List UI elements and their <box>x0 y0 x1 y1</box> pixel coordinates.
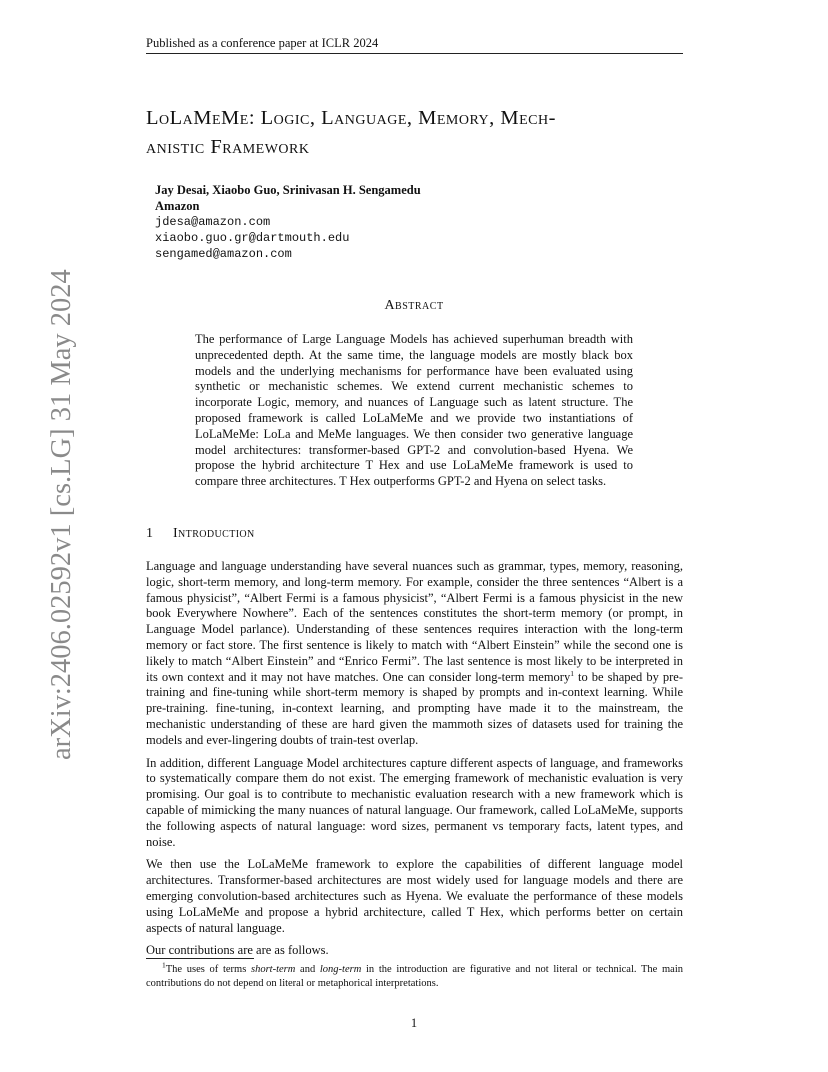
section-title: Introduction <box>173 526 255 541</box>
intro-paragraph-3: We then use the LoLaMeMe framework to explore the capabilities of different language model architectures. Transformer-based architectures are most widely used for language models and there are emerging convolution-based architectures such as Hyena. We evaluate the performance of these models using LoLaMeMe and propose a hybrid architecture, called T Hex, which performs better on certain aspects of natural language. <box>146 857 683 935</box>
header-rule <box>146 53 683 54</box>
page-number: 1 <box>410 1016 418 1030</box>
introduction-body <box>146 559 683 966</box>
intro-paragraph-2: In addition, different Language Model architectures capture different aspects of language, and frameworks to systematically compare them do not exist. The emerging framework of mechanistic evaluation is very promising. Our goal is to contribute to mechanistic evaluation research with a new framework which is capable of mimicking the many nuances of natural language. Our framework, called LoLaMeMe, supports the following aspects of natural language: word sizes, permanent vs temporary facts, latent types, and noise. <box>146 755 683 849</box>
title-line-1: LoLaMeMe: Logic, Language, Memory, Mech- <box>146 107 556 129</box>
footnote-text: in the introduction are figurative and not literal or technical. The main contributions do not depend on literal or metaphorical interpretations. <box>146 964 683 989</box>
footnote-text: and <box>295 964 320 975</box>
footnote-marker[interactable]: 1 <box>570 668 574 678</box>
paragraph-text: to be shaped by pre-training and fine-tuning while short-term memory is shaped by prompts and in-context learning. While pre-training. fine-tuning, in-context learning, and prompting have made it to the mainstream, the mechanistic understanding of these are hard given the mammoth sizes of datasets used for training the models and ever-lingering doubts of train-test overlap. <box>146 669 683 747</box>
footnote <box>146 960 683 990</box>
abstract-heading: Abstract <box>384 298 444 313</box>
author-names: Jay Desai, Xiaobo Guo, Srinivasan H. Sengamedu <box>155 183 421 197</box>
title-line-2: anistic Framework <box>146 136 310 158</box>
author-email[interactable]: xiaobo.guo.gr@dartmouth.edu <box>155 231 350 245</box>
section-number: 1 <box>146 526 154 541</box>
author-affiliation: Amazon <box>155 199 200 213</box>
paper-title <box>146 104 691 162</box>
abstract-text: The performance of Large Language Models has achieved superhuman breadth with unprecedented depth. At the same time, the language models are mostly black box models and the underlying mechanisms for performance have been evaluated using synthetic or mechanistic schemes. We extend current mechanistic schemes to incorporate Logic, memory, and nuances of Language such as latent structure. The proposed framework is called LoLaMeMe and we provide two instantiations of LoLaMeMe: LoLa and MeMe languages. We then consider two generative language model architectures: transformer-based GPT-2 and convolution-based Hyena. We propose the hybrid architecture T Hex and use LoLaMeMe framework is used to compare three architectures. T Hex outperforms GPT-2 and Hyena on select tasks. <box>195 332 633 489</box>
footnote-emphasis: long-term <box>319 964 362 975</box>
running-header: Published as a conference paper at ICLR 2024 <box>146 36 379 50</box>
intro-paragraph-4: Our contributions are are as follows. <box>146 943 329 958</box>
paragraph-text: Language and language understanding have several nuances such as grammar, types, memory, reasoning, logic, short-term memory, and long-term memory. For example, consider the three sentences “Albert is a famous physicist”, “Albert Fermi is a famous physicist”, “Albert Fermi is a famous physicist in the new book Everywhere Nowhere”. Each of the sentences constitutes the short-term memory (or prompt, in Language Model parlance). Understanding of these sentences requires interaction with the long-term memory or fact store. The first sentence is likely to match with “Albert Einstein” while the second one is likely to match “Albert Einstein” and “Enrico Fermi”. The last sentence is most likely to be interpreted in its own context and it may not have matches. One can consider long-term memory <box>146 559 683 684</box>
author-email[interactable]: sengamed@amazon.com <box>155 247 292 261</box>
footnote-text: The uses of terms <box>165 964 251 975</box>
author-block <box>155 182 421 262</box>
footnote-emphasis: short-term <box>251 964 296 975</box>
intro-paragraph-1 <box>146 559 683 749</box>
arxiv-side-stamp: arXiv:2406.02592v1 [cs.LG] 31 May 2024 <box>46 269 77 760</box>
section-heading-introduction <box>146 526 255 542</box>
footnote-number: 1 <box>162 960 166 970</box>
author-email[interactable]: jdesa@amazon.com <box>155 215 271 229</box>
footnote-rule <box>146 958 254 959</box>
